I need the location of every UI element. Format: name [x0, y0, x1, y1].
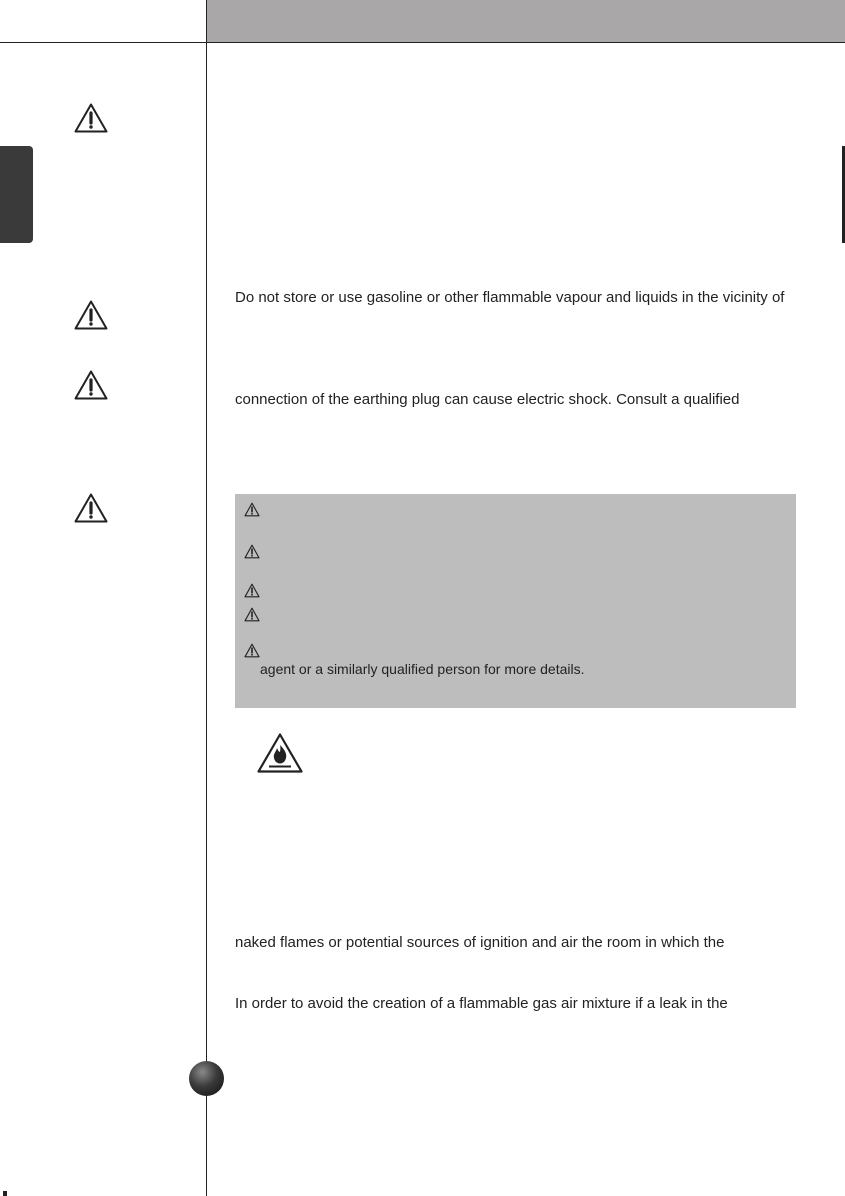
- page-marker: [189, 1061, 224, 1096]
- warning-triangle-icon: [73, 492, 109, 524]
- warning-triangle-icon: [73, 299, 109, 331]
- warning-triangle-icon: [244, 643, 260, 658]
- warning-triangle-icon: [244, 607, 260, 622]
- ignition-warning-text: naked flames or potential sources of ignition and air the room in which the: [235, 934, 725, 951]
- header-rule: [0, 42, 845, 43]
- earthing-warning-text: connection of the earthing plug can cause electric shock. Consult a qualified: [235, 391, 740, 408]
- gasoline-warning-text: Do not store or use gasoline or other flammable vapour and liquids in the vicinity of: [235, 289, 785, 306]
- crop-mark: [3, 1191, 7, 1196]
- warning-triangle-icon: [244, 583, 260, 598]
- section-tab: [0, 146, 33, 243]
- warning-triangle-icon: [244, 544, 260, 559]
- warning-triangle-icon: [73, 102, 109, 134]
- warning-box-text: agent or a similarly qualified person for more details.: [260, 661, 585, 677]
- warning-triangle-icon: [73, 369, 109, 401]
- margin-rule: [206, 0, 207, 1196]
- warning-triangle-icon: [244, 502, 260, 517]
- header-bar: [207, 0, 845, 42]
- warning-box: [235, 494, 796, 708]
- gas-mixture-text: In order to avoid the creation of a flammable gas air mixture if a leak in the: [235, 995, 728, 1012]
- flammable-warning-icon: [256, 732, 304, 774]
